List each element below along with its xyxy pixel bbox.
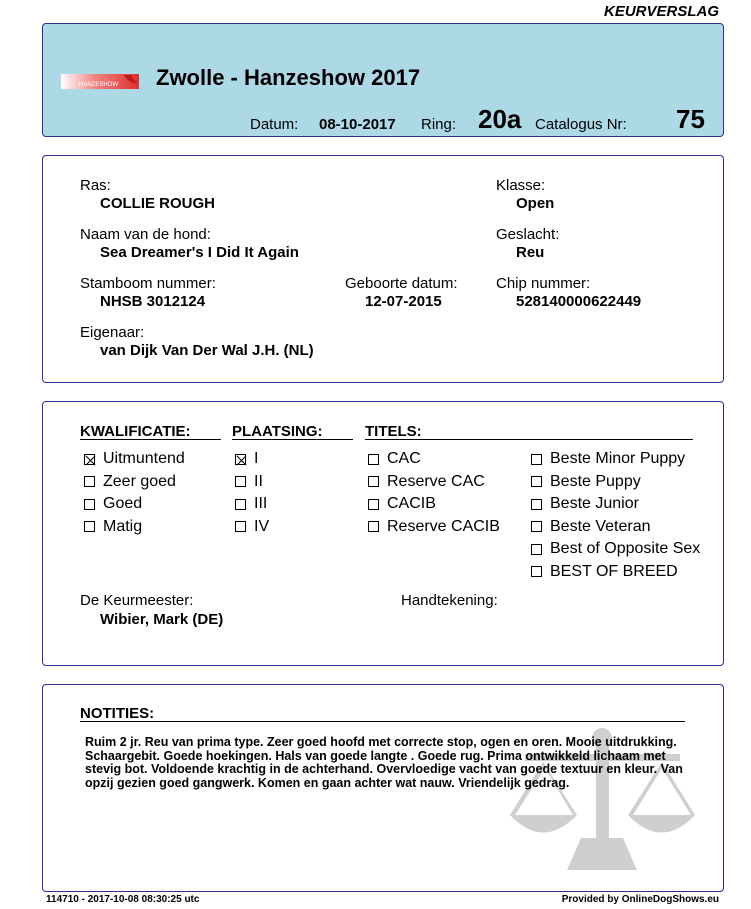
checkbox-option[interactable] [235,493,269,516]
checkbox-icon[interactable] [531,476,542,487]
checkbox-icon[interactable] [84,521,95,532]
eigenaar-value: van Dijk Van Der Wal J.H. (NL) [100,342,314,359]
kwalificatie-list [84,448,185,538]
klasse-value: Open [516,195,555,212]
chip-label: Chip nummer: [496,275,591,292]
checkbox-label: CACIB [387,495,436,513]
checkbox-label: Beste Veteran [550,517,651,535]
titels-left-list [368,448,500,538]
dog-info-panel [42,155,724,383]
checkbox-label: Uitmuntend [103,450,185,468]
catalogus-label: Catalogus Nr: [535,116,627,133]
checkbox-option[interactable] [84,471,185,494]
header-panel [42,23,724,137]
kwalificatie-underline [80,439,221,440]
chip-value: 528140000622449 [516,293,642,310]
checked-box-icon[interactable] [235,454,246,465]
checkbox-label: Zeer goed [103,472,176,490]
event-title: Zwolle - Hanzeshow 2017 [156,65,421,90]
checkbox-option[interactable] [368,516,500,539]
checkbox-label: BEST OF BREED [550,562,678,580]
checkbox-icon[interactable] [368,454,379,465]
checkbox-option[interactable] [531,493,700,516]
checkbox-label: III [254,495,268,513]
stamboom-value: NHSB 3012124 [100,293,206,310]
checkbox-option[interactable] [84,516,185,539]
datum-value: 08-10-2017 [319,116,396,133]
geboorte-value: 12-07-2015 [365,293,442,310]
checkbox-label: Beste Junior [550,495,639,513]
checkbox-label: Goed [103,495,143,513]
titels-header: TITELS: [365,423,422,440]
datum-label: Datum: [250,116,299,133]
checkbox-option[interactable] [531,448,700,471]
checkbox-icon[interactable] [368,476,379,487]
catalogus-value: 75 [676,104,705,134]
checked-box-icon[interactable] [84,454,95,465]
footer-timestamp: 114710 - 2017-10-08 08:30:25 utc [46,894,200,905]
titels-right-list [531,448,700,583]
klasse-label: Klasse: [496,177,546,194]
checkbox-icon[interactable] [531,544,542,555]
checkbox-icon[interactable] [235,499,246,510]
stamboom-label: Stamboom nummer: [80,275,216,292]
checkbox-option[interactable] [84,493,185,516]
checkbox-icon[interactable] [368,521,379,532]
geboorte-label: Geboorte datum: [345,275,458,292]
checkbox-option[interactable] [368,448,500,471]
checkbox-label: Reserve CACIB [387,517,500,535]
checkbox-option[interactable] [531,561,700,584]
checkbox-option[interactable] [368,493,500,516]
checkbox-icon[interactable] [235,521,246,532]
hanzeshow-logo [61,72,139,90]
checkbox-icon[interactable] [84,476,95,487]
checkbox-option[interactable] [531,538,700,561]
naam-label: Naam van de hond: [80,226,211,243]
checkbox-label: Matig [103,517,143,535]
checkbox-icon[interactable] [235,476,246,487]
handtekening-label: Handtekening: [401,592,498,609]
geslacht-label: Geslacht: [496,226,560,243]
checkbox-icon[interactable] [368,499,379,510]
plaatsing-list [235,448,269,538]
checkbox-label: II [254,472,263,490]
logo-text: HANZESHOW [79,82,118,88]
notes-header: NOTITIES: [80,705,155,722]
eigenaar-label: Eigenaar: [80,324,145,341]
checkbox-option[interactable] [235,448,269,471]
notes-underline [80,721,685,722]
ring-label: Ring: [421,116,457,133]
footer-provider: Provided by OnlineDogShows.eu [561,894,719,905]
checkbox-option[interactable] [531,471,700,494]
titels-underline [365,439,693,440]
checkbox-icon[interactable] [531,454,542,465]
checkbox-icon[interactable] [531,566,542,577]
keurmeester-label: De Keurmeester: [80,592,194,609]
plaatsing-header: PLAATSING: [232,423,323,440]
document-type-label: KEURVERSLAG [603,3,719,20]
naam-value: Sea Dreamer's I Did It Again [100,244,299,261]
checkbox-label: Best of Opposite Sex [550,540,701,558]
checkbox-option[interactable] [84,448,185,471]
judging-panel [42,401,724,666]
ring-value: 20a [478,104,522,134]
checkbox-label: Reserve CAC [387,472,485,490]
checkbox-icon[interactable] [84,499,95,510]
ras-value: COLLIE ROUGH [100,195,215,212]
checkbox-option[interactable] [235,516,269,539]
kwalificatie-header: KWALIFICATIE: [80,423,191,440]
checkbox-label: Beste Minor Puppy [550,450,686,468]
geslacht-value: Reu [516,244,545,261]
keurmeester-value: Wibier, Mark (DE) [100,611,224,628]
checkbox-option[interactable] [368,471,500,494]
checkbox-label: I [254,450,259,468]
notes-text: Ruim 2 jr. Reu van prima type. Zeer goed hoofd met correcte stop, ogen en oren. Mooie uitdrukking. Schaargebit. Goede hoekingen. Hals van goede langte . Goede rug. Prima ontwikkeld lichaam met stevig bot. Voldoende krachtig in de achterhand. Overvloedige vacht van goede textuur en kleur. Van opzij gezien goed gangwerk. Komen en gaan achter wat nauw. Vriendelijk gedrag. [85,735,683,790]
checkbox-icon[interactable] [531,521,542,532]
checkbox-label: IV [254,517,270,535]
checkbox-option[interactable] [531,516,700,539]
checkbox-label: Beste Puppy [550,472,641,490]
checkbox-label: CAC [387,450,421,468]
ras-label: Ras: [80,177,111,194]
checkbox-option[interactable] [235,471,269,494]
plaatsing-underline [232,439,353,440]
checkbox-icon[interactable] [531,499,542,510]
